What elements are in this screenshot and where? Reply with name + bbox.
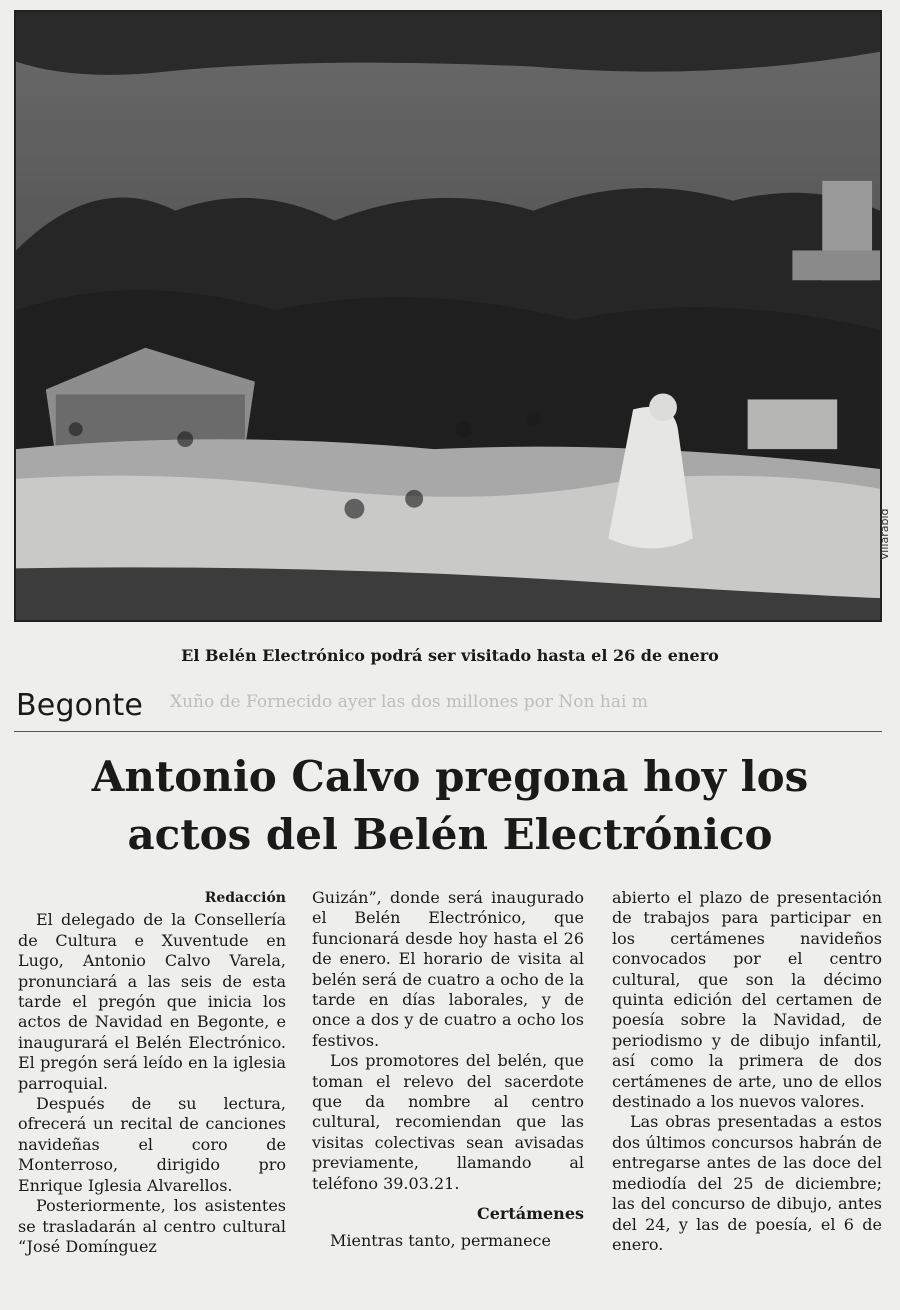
photo-caption: El Belén Electrónico podrá ser visitado hasta el 26 de enero: [181, 646, 719, 665]
nativity-scene-image: [16, 12, 880, 620]
article-column-3: [612, 888, 882, 1255]
headline-line-1: Antonio Calvo pregona hoy los: [91, 752, 809, 801]
paragraph: Las obras presentadas a estos dos últimos concursos habrán de entregarse antes de las doce del mediodía del 25 de diciembre; las del concurso de dibujo, antes del 24, y las de poesía, el 6 de enero.: [612, 1112, 882, 1254]
nativity-photo: [14, 10, 882, 622]
paragraph: El delegado de la Consellería de Cultura e Xuventude en Lugo, Antonio Calvo Varela, pronunciará a las seis de esta tarde el pregón que inicia los actos de Navidad en Begonte, e inaugurará el Belén Electrónico. El pregón será leído en la iglesia parroquial.: [18, 910, 286, 1093]
byline: Redacción: [204, 890, 286, 906]
headline-line-2: actos del Belén Electrónico: [127, 810, 773, 859]
paragraph: Guizán”, donde será inaugurado el Belén Electrónico, que funcionará desde hoy hasta el 26 de enero. El horario de visita al belén será de cuatro a ocho de la tarde en días laborales, y de once a dos y de cuatro a ocho los festivos.: [312, 888, 584, 1050]
paragraph: Mientras tanto, permanece: [330, 1230, 551, 1250]
paragraph: Los promotores del belén, que toman el relevo del sacerdote que da nombre al centro cultural, recomiendan que las visitas colectivas sean avisadas previamente, llamando al teléfono 39.03.21.: [312, 1051, 584, 1193]
paragraph: abierto el plazo de presentación de trabajos para participar en los certámenes navideños convocados por el centro cultural, que son la décimo quinta edición del certamen de poesía sobre la Navidad, de periodismo y de dibujo infantil, así como la primera de dos certámenes de arte, uno de ellos destinado a los nuevos valores.: [612, 888, 882, 1112]
article-column-1: [18, 888, 286, 1257]
section-label: Begonte: [16, 688, 144, 723]
headline: [0, 748, 900, 864]
paragraph: Posteriormente, los asistentes se trasladarán al centro cultural “José Domínguez: [18, 1196, 286, 1256]
bleed-through-text: Xuño de Fornecido ayer las dos millones por Non hai m: [170, 692, 648, 712]
subheading: Certámenes: [476, 1204, 584, 1224]
section-rule: [14, 731, 882, 732]
article-column-2: [312, 888, 584, 1251]
photo-credit: Villarabid: [878, 508, 891, 560]
paragraph: Después de su lectura, ofrecerá un recital de canciones navideñas el coro de Monterroso, dirigido pro Enrique Iglesia Alvarellos.: [18, 1094, 286, 1195]
